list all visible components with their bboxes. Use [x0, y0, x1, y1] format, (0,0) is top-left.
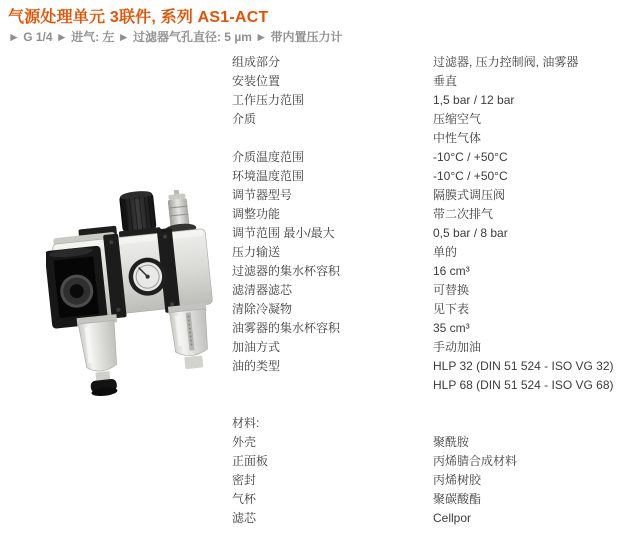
- spec-row: [232, 205, 636, 224]
- spec-row: [232, 300, 636, 319]
- spec-label: 加油方式: [232, 340, 281, 354]
- material-row: [232, 452, 636, 471]
- spec-row: [232, 262, 636, 281]
- material-label: 滤芯: [232, 511, 257, 525]
- spec-value: 1,5 bar / 12 bar: [433, 93, 515, 107]
- spec-value-line: HLP 32 (DIN 51 524 - ISO VG 32): [433, 359, 614, 373]
- spec-label: 过滤器的集水杯容积: [232, 264, 341, 278]
- spec-value: 手动加油: [433, 340, 482, 354]
- spec-label: 压力输送: [232, 245, 281, 259]
- spec-row: [232, 243, 636, 262]
- spec-label: 清除冷凝物: [232, 302, 293, 316]
- page-title: 气源处理单元 3联件, 系列 AS1-ACT: [8, 9, 269, 26]
- material-label: 密封: [232, 473, 257, 487]
- spec-value-line: 压缩空气: [433, 112, 482, 126]
- spec-value: 单的: [433, 245, 458, 259]
- spec-label: 安装位置: [232, 74, 281, 88]
- spec-row: [232, 357, 636, 395]
- material-row: [232, 509, 636, 528]
- spec-label: 介质温度范围: [232, 150, 305, 164]
- spec-value: 0,5 bar / 8 bar: [433, 226, 508, 240]
- material-value: 聚酰胺: [433, 435, 470, 449]
- material-value: 丙烯腈合成材料: [433, 454, 518, 468]
- spec-label: 介质: [232, 112, 257, 126]
- material-value: 聚碳酸酯: [433, 492, 482, 506]
- spec-label: 调整功能: [232, 207, 281, 221]
- spec-value: [433, 110, 636, 148]
- spec-row: [232, 72, 636, 91]
- spec-value: 隔膜式调压阀: [433, 188, 506, 202]
- spec-value: 垂直: [433, 74, 458, 88]
- spec-value: 35 cm³: [433, 321, 470, 335]
- spec-label: 环境温度范围: [232, 169, 305, 183]
- spec-row: [232, 338, 636, 357]
- spec-value: 可替换: [433, 283, 470, 297]
- section-gap: [232, 395, 636, 414]
- spec-row: [232, 91, 636, 110]
- spec-row: [232, 148, 636, 167]
- spec-label: 组成部分: [232, 55, 281, 69]
- spec-label: 油的类型: [232, 359, 281, 373]
- breadcrumb: ► G 1/4 ► 进气: 左 ► 过滤器气孔直径: 5 µm ► 带内置压力计: [8, 30, 343, 44]
- material-row: [232, 471, 636, 490]
- spec-row: [232, 224, 636, 243]
- spec-label: 油雾器的集水杯容积: [232, 321, 341, 335]
- spec-row: [232, 319, 636, 338]
- spec-row: [232, 186, 636, 205]
- spec-label: 工作压力范围: [232, 93, 305, 107]
- spec-row: [232, 167, 636, 186]
- spec-label: 滤清器滤芯: [232, 283, 293, 297]
- spec-value-line: HLP 68 (DIN 51 524 - ISO VG 68): [433, 378, 614, 392]
- material-value: 丙烯树胶: [433, 473, 482, 487]
- spec-row: [232, 110, 636, 148]
- material-label: 气杯: [232, 492, 257, 506]
- materials-section-header: 材料:: [232, 416, 260, 430]
- air-service-unit-illustration: [46, 190, 224, 405]
- spec-table: [232, 53, 636, 528]
- spec-value: -10°C / +50°C: [433, 150, 508, 164]
- spec-value: [433, 357, 636, 395]
- spec-row: [232, 53, 636, 72]
- spec-label: 调节范围 最小/最大: [232, 226, 335, 240]
- spec-value-line: 中性气体: [433, 131, 482, 145]
- material-value: Cellpor: [433, 511, 472, 525]
- spec-value: 16 cm³: [433, 264, 470, 278]
- spec-value: 过滤器, 压力控制阀, 油雾器: [433, 55, 579, 69]
- material-row: [232, 490, 636, 509]
- material-row: [232, 433, 636, 452]
- spec-label: 调节器型号: [232, 188, 293, 202]
- material-label: 外壳: [232, 435, 257, 449]
- material-label: 正面板: [232, 454, 269, 468]
- spec-row: [232, 281, 636, 300]
- product-image: [46, 190, 224, 405]
- spec-value: 带二次排气: [433, 207, 494, 221]
- spec-value: 见下表: [433, 302, 470, 316]
- spec-value: -10°C / +50°C: [433, 169, 508, 183]
